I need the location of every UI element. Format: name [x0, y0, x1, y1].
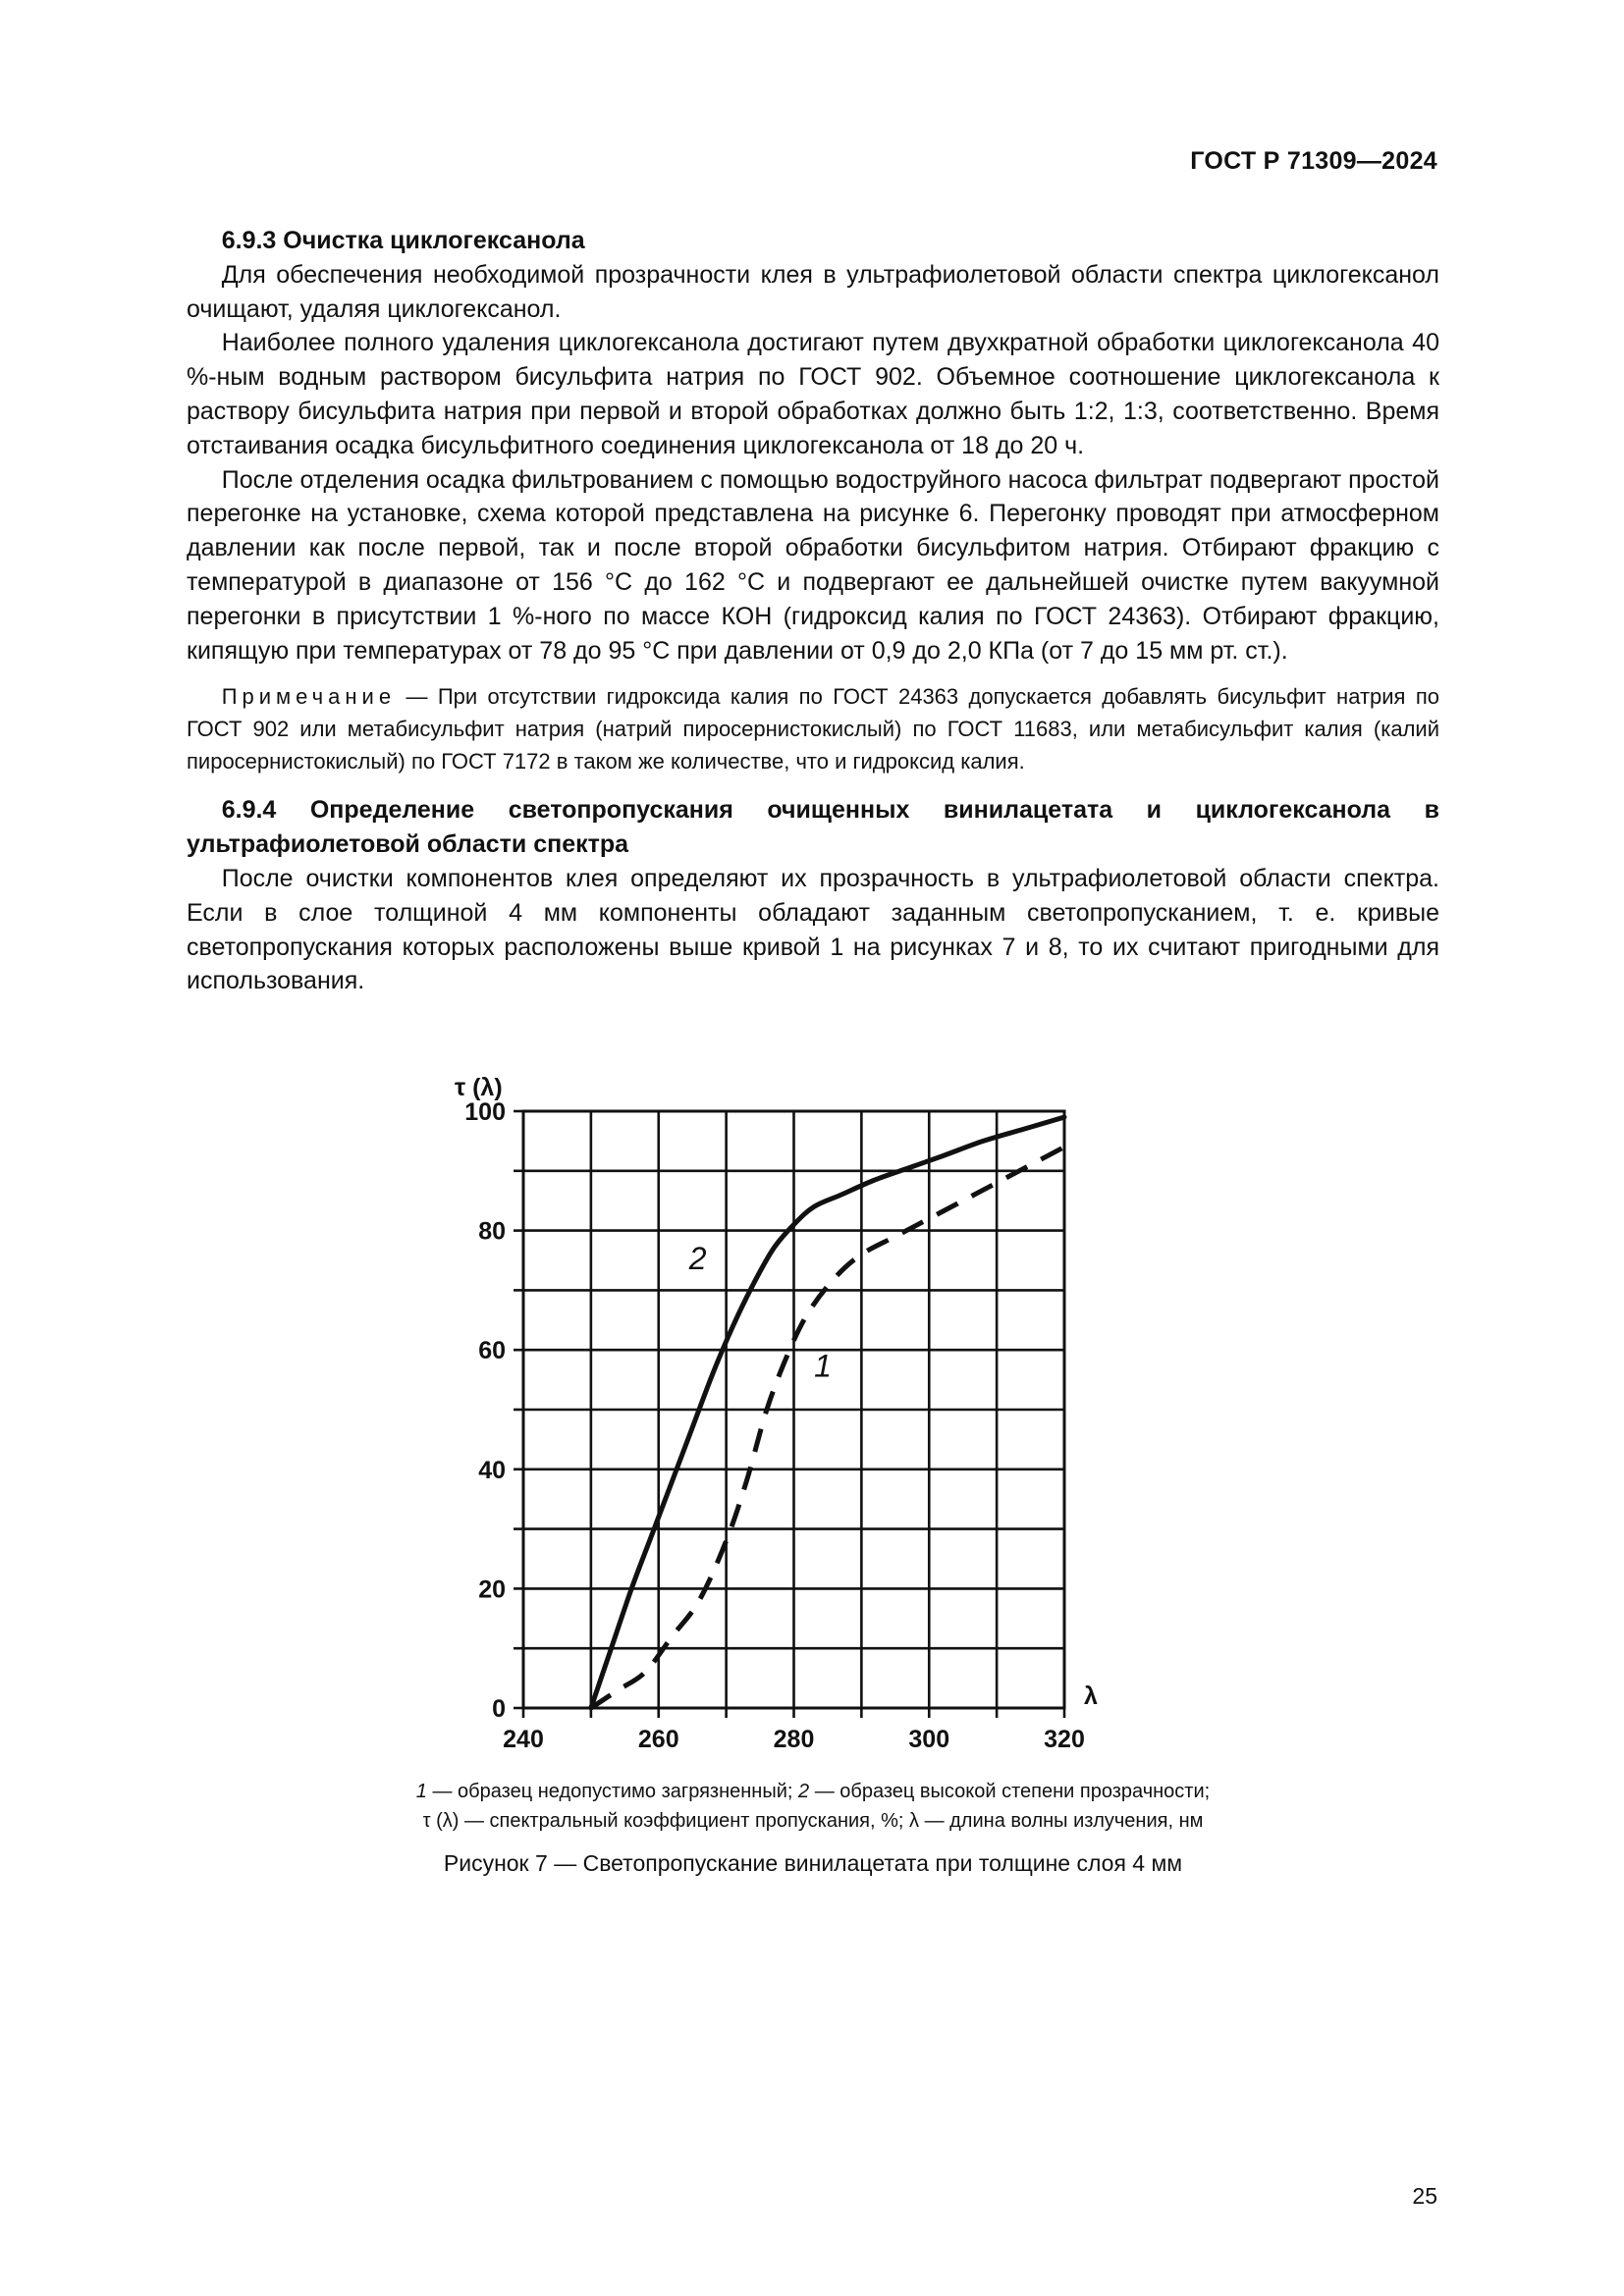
chart-ticks [514, 1111, 1064, 1718]
x-tick-label: 320 [1044, 1726, 1085, 1753]
section-6-9-4-heading: 6.9.4 Определение светопропускания очищенных винилацетата и циклогексанола в ультрафиолетовой области спектра [187, 796, 1439, 859]
chart-series [591, 1117, 1064, 1708]
paragraph: Наиболее полного удаления циклогексанола достигают путем двухкратной обработки циклогексанола 40 %-ным водным раствором бисульфита натрия по ГОСТ 902. Объемное соотношение циклогексанола к раствору бисульфита натрия при первой и второй обработках должно быть 1:2, 1:3, соответственно. Время отстаивания осадка бисульфитного соединения циклогексанола от 18 до 20 ч. [187, 329, 1439, 459]
y-tick-label: 100 [464, 1098, 506, 1126]
x-axis-label: λ [1084, 1682, 1098, 1710]
legend-line-2: τ (λ) — спектральный коэффициент пропускания, %; λ — длина волны излучения, нм [422, 1810, 1204, 1832]
y-tick-label: 20 [478, 1575, 506, 1604]
figure-caption: Рисунок 7 — Светопропускание винилацетата при толщине слоя 4 мм [443, 1850, 1183, 1876]
legend-fragment: — образец недопустимо загрязненный; [426, 1781, 799, 1802]
paragraph: После очистки компонентов клея определяют их прозрачность в ультрафиолетовой области спектра. Если в слое толщиной 4 мм компоненты обладают заданным светопропусканием, т. е. кривые светопропускания которых расположены выше кривой 1 на рисунках 7 и 8, то их считают пригодными для использования. [187, 864, 1439, 995]
curve-label-1: 1 [814, 1348, 832, 1384]
document-code: ГОСТ Р 71309—2024 [1190, 147, 1437, 175]
legend-fragment: 1 [415, 1781, 427, 1802]
series-curve-2 [591, 1117, 1064, 1708]
y-tick-label: 0 [492, 1695, 506, 1723]
x-tick-label: 300 [908, 1726, 950, 1753]
note-text: — При отсутствии гидроксида калия по ГОСТ 24363 допускается добавлять бисульфит натрия по ГОСТ 902 или метабисульфит натрия (натрий пиросернистокислый) по ГОСТ 11683, или метабисульфит калия (калий пиросернистокислый) по ГОСТ 7172 в таком же количестве, что и гидроксид калия. [187, 684, 1439, 774]
y-tick-label: 40 [478, 1456, 506, 1484]
chart-labels [455, 1074, 1098, 1753]
main-text [187, 224, 1439, 998]
paragraph: После отделения осадка фильтрованием с помощью водоструйного насоса фильтрат подвергают простой перегонке на установке, схема которой представлена на рисунке 6. Перегонку проводят при атмосферном давлении как после первой, так и после второй обработки бисульфитом натрия. Отбирают фракцию с температурой в диапазоне от 156 °С до 162 °С и подвергают ее дальнейшей очистке путем вакуумной перегонки в присутствии 1 %-ного по массе КОН (гидроксид калия по ГОСТ 24363). Отбирают фракцию, кипящую при температурах от 78 до 95 °С при давлении от 0,9 до 2,0 КПа (от 7 до 15 мм рт. ст.). [187, 465, 1439, 665]
curve-label-2: 2 [688, 1241, 707, 1277]
legend-fragment: — образец высокой степени прозрачности; [809, 1781, 1211, 1802]
legend-fragment: 2 [798, 1781, 810, 1802]
y-axis-label: τ (λ) [455, 1074, 503, 1101]
x-tick-label: 260 [637, 1726, 679, 1753]
figure-legend [187, 1777, 1439, 1836]
figure-7 [0, 1021, 1624, 1767]
note-label: Примечание [221, 684, 397, 710]
legend-line-1 [187, 1777, 1439, 1806]
transmittance-chart [0, 1021, 1624, 1767]
x-tick-label: 280 [773, 1726, 815, 1753]
y-tick-label: 80 [478, 1217, 506, 1246]
paragraph: Для обеспечения необходимой прозрачности клея в ультрафиолетовой области спектра циклогексанол очищают, удаляя циклогексанол. [187, 260, 1439, 323]
note [187, 680, 1439, 777]
page-number: 25 [1412, 2183, 1437, 2209]
chart-grid [523, 1111, 1064, 1708]
section-6-9-3-heading: 6.9.3 Очистка циклогексанола [221, 227, 585, 254]
y-tick-label: 60 [478, 1337, 506, 1365]
x-tick-label: 240 [503, 1726, 544, 1753]
